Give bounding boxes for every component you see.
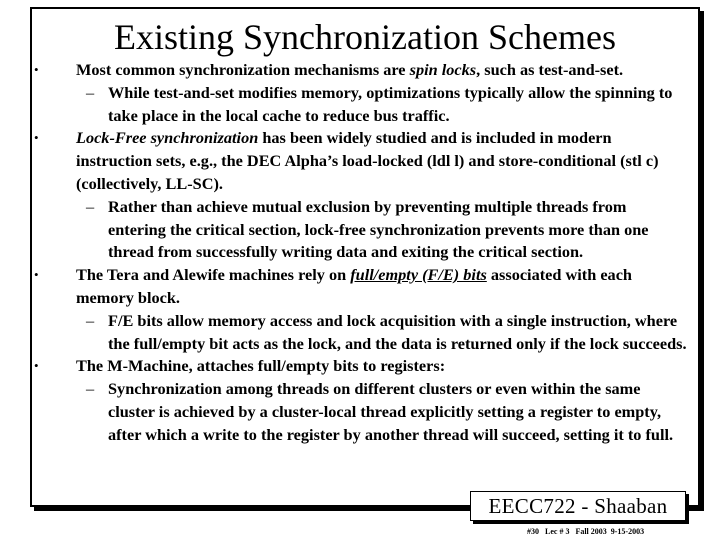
- slide-content: [32, 59, 698, 447]
- slide-title: Existing Synchronization Schemes: [114, 17, 616, 57]
- emphasis-lock-free: Lock-Free synchronization: [76, 128, 259, 148]
- bullet-marker: •: [34, 62, 39, 77]
- sub-bullet-item: [32, 82, 698, 128]
- emphasis-fe-bits: full/empty (F/E) bits: [350, 265, 487, 285]
- bullet-marker: •: [34, 130, 39, 146]
- bullet-text: The Tera and Alewife machines rely on: [76, 265, 351, 285]
- sub-bullet-text: Rather than achieve mutual exclusion by preventing multiple threads from entering the critical section, lock-free synchronization prevents more than one thread from successfully writing data and exiting the critical section.: [108, 196, 649, 262]
- bullet-text: , such as test-and-set.: [476, 60, 624, 79]
- bullet-text: associated with each memory block.: [76, 265, 632, 307]
- bullet-text: The M-Machine, attaches full/empty bits to registers:: [76, 356, 446, 376]
- sub-bullet-marker: –: [86, 196, 95, 216]
- sub-bullet-marker: –: [86, 310, 95, 330]
- course-badge: EECC722 - Shaaban: [470, 491, 686, 521]
- slide-frame: [30, 7, 700, 507]
- bullet-text: Most common synchronization mechanisms are: [76, 60, 410, 79]
- bullet-text: has been widely studied and is included in modern instruction sets, e.g., the DEC Alpha’s load-locked (ldl l) and store-conditional (stl c) (collectively, LL-SC).: [76, 128, 659, 193]
- sub-bullet-item: [32, 196, 698, 264]
- emphasis-spin-locks: spin locks: [409, 60, 477, 79]
- sub-bullet-text: While test-and-set modifies memory, optimizations typically allow the spinning to take place in the local cache to reduce bus traffic.: [108, 82, 673, 125]
- bullet-marker: •: [34, 267, 39, 283]
- sub-bullet-item: [32, 310, 698, 356]
- bullet-item: [32, 264, 698, 310]
- sub-bullet-item: [32, 378, 698, 446]
- bullet-marker: •: [34, 358, 39, 374]
- sub-bullet-marker: –: [86, 379, 95, 399]
- bullet-item: [32, 127, 698, 195]
- bullet-item: [32, 355, 698, 378]
- bullet-item: [32, 59, 698, 82]
- slide-footer: #30 Lec # 3 Fall 2003 9-15-2003: [527, 527, 645, 536]
- sub-bullet-text: Synchronization among threads on different clusters or even within the same cluster is achieved by a cluster-local thread explicitly setting a register to empty, after which a write to the register by another thread will succeed, setting it to full.: [108, 379, 674, 444]
- sub-bullet-text: F/E bits allow memory access and lock acquisition with a single instruction, where the full/empty bit acts as the lock, and the data is returned only if the lock succeeds.: [108, 310, 687, 353]
- sub-bullet-marker: –: [86, 82, 95, 102]
